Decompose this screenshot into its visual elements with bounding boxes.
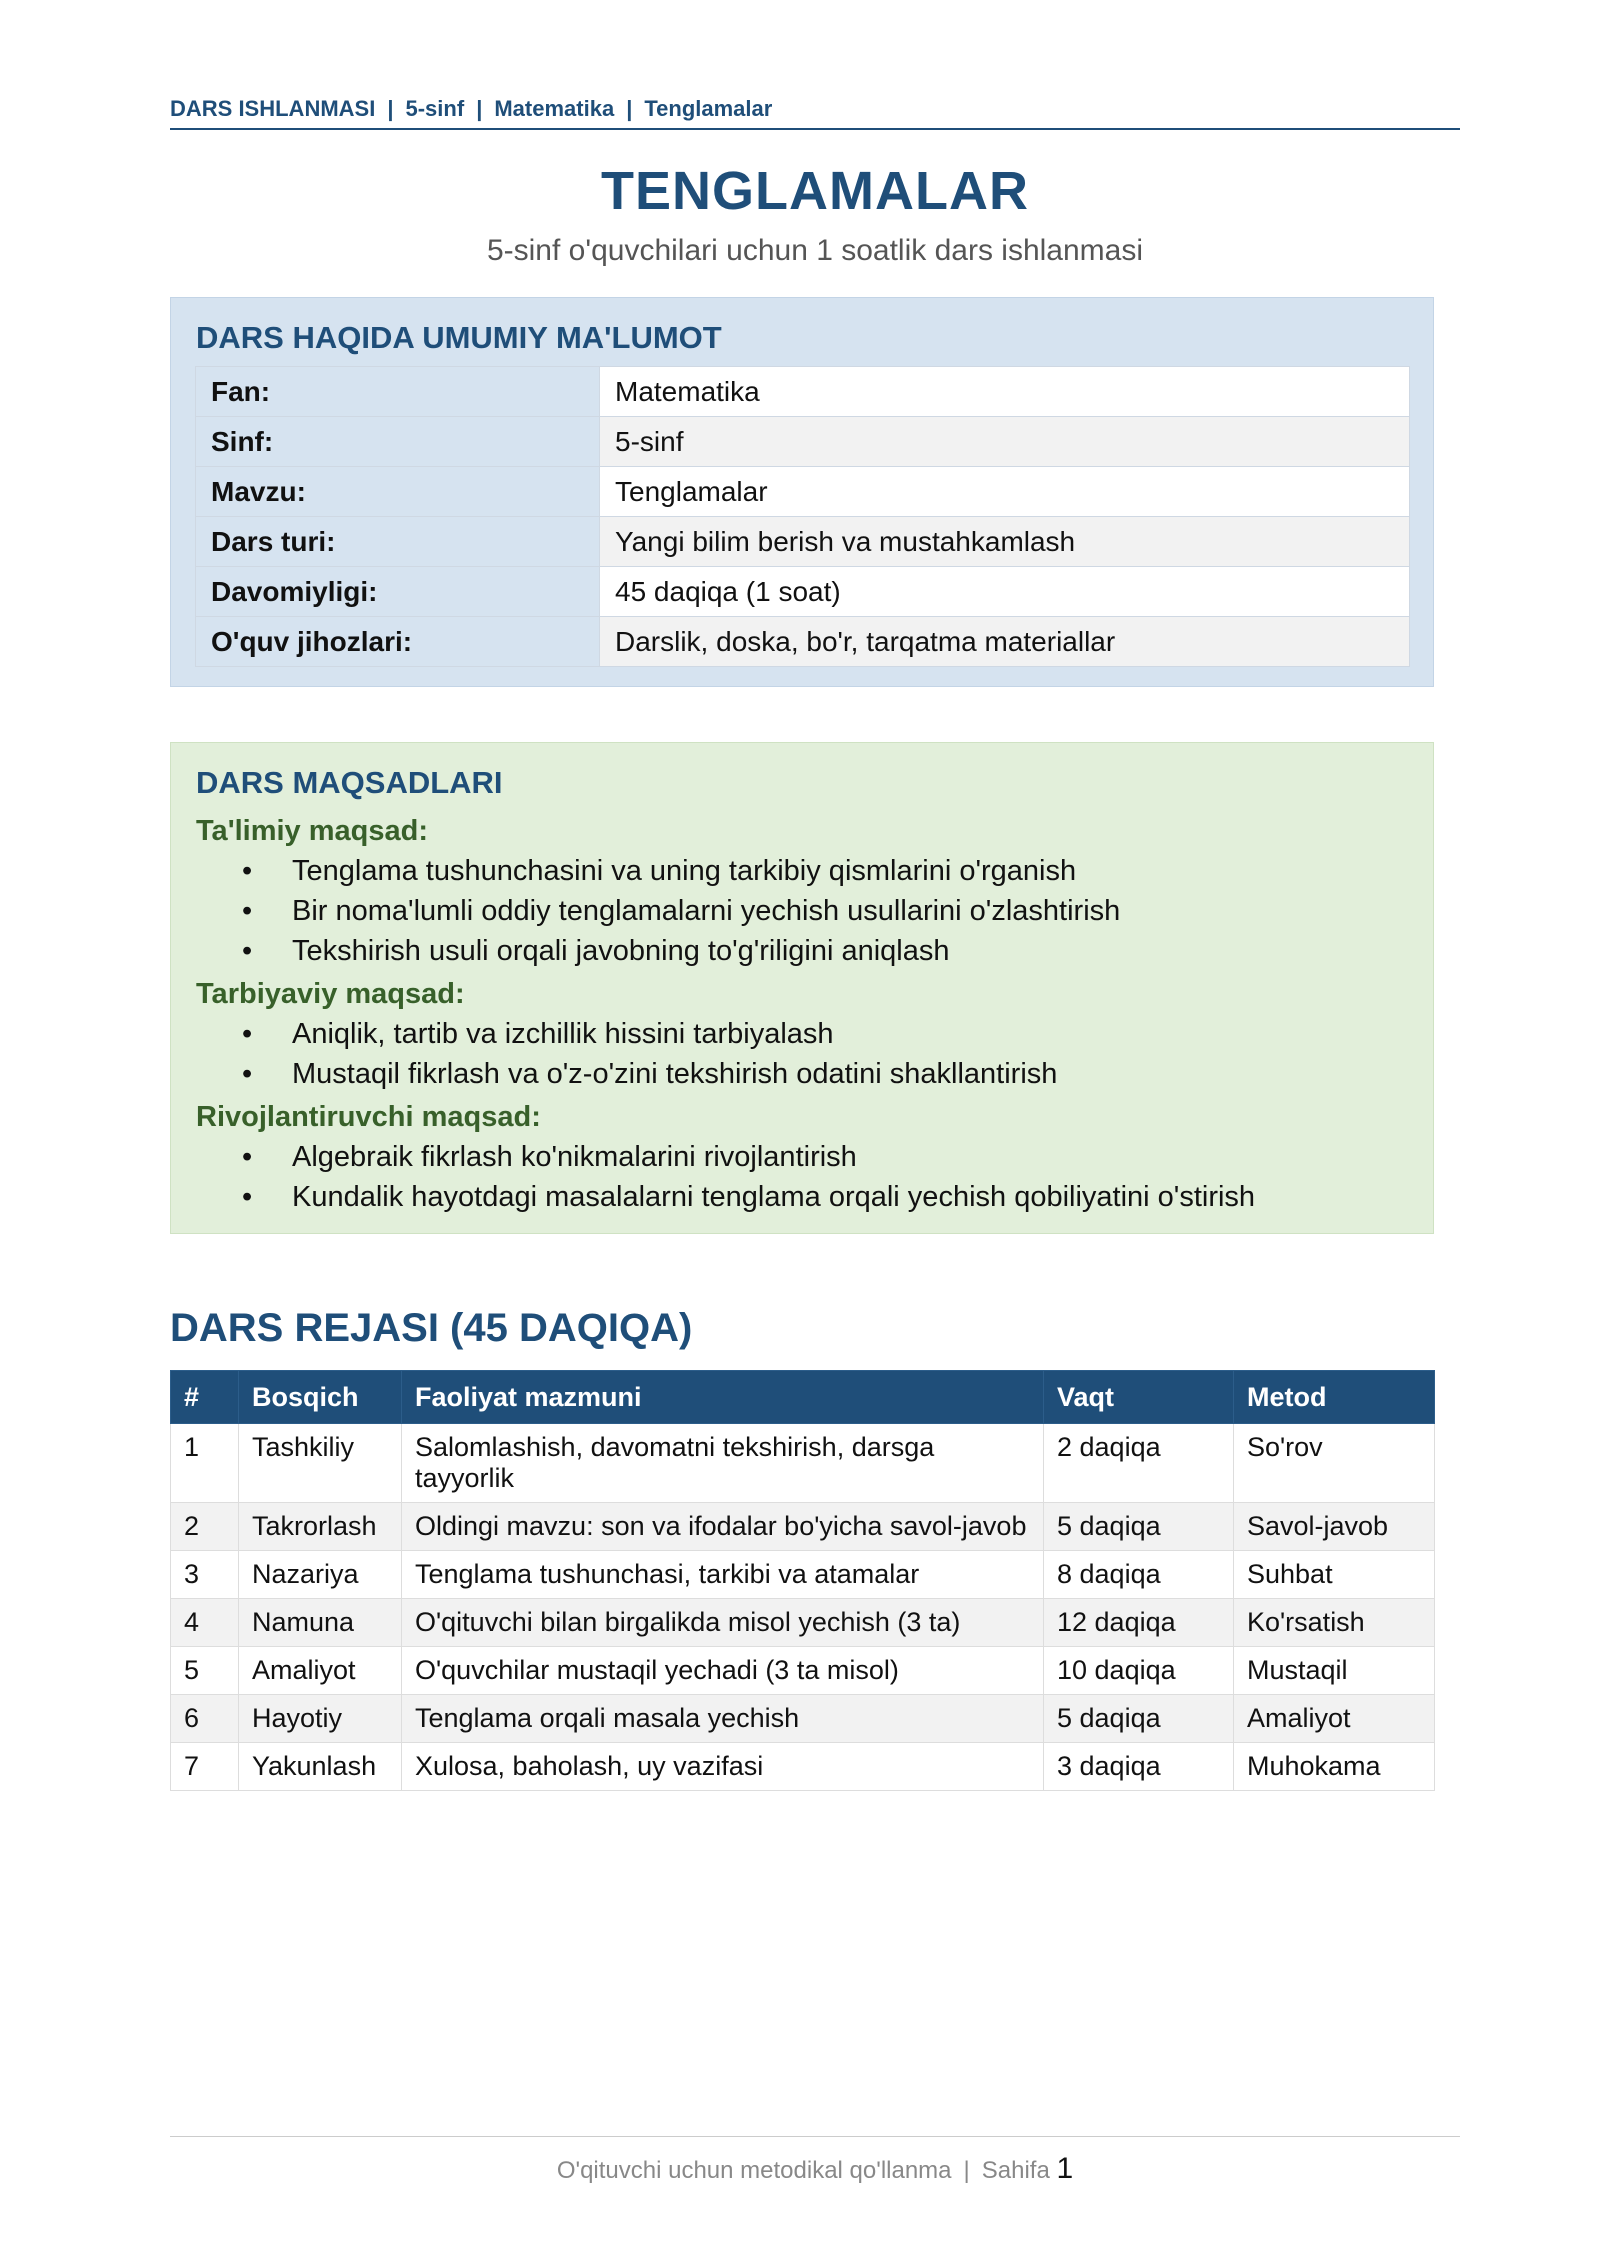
plan-cell-stage: Tashkiliy: [239, 1424, 402, 1503]
footer-page-label: Sahifa: [981, 2157, 1050, 2184]
page-subtitle: 5-sinf o'quvchilari uchun 1 soatlik dars ishlanmasi: [486, 234, 1144, 267]
info-row: [196, 517, 1410, 567]
goal-item: [242, 855, 1077, 888]
running-header: [170, 96, 1460, 130]
bullet-icon: •: [242, 1018, 253, 1050]
plan-cell-time: 8 daqiqa: [1044, 1551, 1234, 1599]
plan-cell-method: Amaliyot: [1234, 1695, 1435, 1743]
page-title: TENGLAMALAR: [601, 161, 1029, 221]
plan-cell-stage: Amaliyot: [239, 1647, 402, 1695]
goal-section-heading: Rivojlantiruvchi maqsad:: [196, 1101, 541, 1133]
info-value: Matematika: [600, 367, 1410, 417]
bullet-icon: •: [242, 935, 253, 967]
goal-item: [242, 935, 950, 968]
info-table: [195, 366, 1410, 667]
info-key: Fan:: [196, 367, 600, 417]
info-value: 45 daqiqa (1 soat): [600, 567, 1410, 617]
bullet-icon: •: [242, 1141, 253, 1173]
plan-cell-number: 6: [171, 1695, 239, 1743]
plan-cell-time: 10 daqiqa: [1044, 1647, 1234, 1695]
plan-cell-stage: Namuna: [239, 1599, 402, 1647]
header-separator: |: [476, 96, 483, 121]
info-row: [196, 567, 1410, 617]
goal-item: [242, 1018, 834, 1051]
plan-cell-activity: Tenglama orqali masala yechish: [402, 1695, 1044, 1743]
info-key: Sinf:: [196, 417, 600, 467]
footer-page-number: 1: [1056, 2152, 1074, 2185]
plan-cell-activity: O'qituvchi bilan birgalikda misol yechish (3 ta): [402, 1599, 1044, 1647]
bullet-icon: •: [242, 895, 253, 927]
goal-item: [242, 1058, 1058, 1091]
plan-cell-activity: Xulosa, baholash, uy vazifasi: [402, 1743, 1044, 1791]
plan-cell-number: 4: [171, 1599, 239, 1647]
header-subject: Matematika: [494, 96, 615, 121]
info-key: O'quv jihozlari:: [196, 617, 600, 667]
plan-cell-activity: O'quvchilar mustaqil yechadi (3 ta misol): [402, 1647, 1044, 1695]
plan-cell-activity: Salomlashish, davomatni tekshirish, darsga tayyorlik: [402, 1424, 1044, 1503]
goal-item-text: Tekshirish usuli orqali javobning to'g'riligini aniqlash: [292, 935, 950, 967]
plan-cell-time: 5 daqiqa: [1044, 1503, 1234, 1551]
goal-section-heading: Ta'limiy maqsad:: [196, 815, 428, 847]
plan-cell-method: Savol-javob: [1234, 1503, 1435, 1551]
plan-row: [171, 1647, 1435, 1695]
info-key: Davomiyligi:: [196, 567, 600, 617]
goal-section-heading: Tarbiyaviy maqsad:: [196, 978, 465, 1010]
info-value: Yangi bilim berish va mustahkamlash: [600, 517, 1410, 567]
goal-item-text: Kundalik hayotdagi masalalarni tenglama orqali yechish qobiliyatini o'stirish: [292, 1181, 1256, 1213]
plan-table: [170, 1370, 1435, 1791]
plan-cell-number: 1: [171, 1424, 239, 1503]
plan-column-header: Metod: [1234, 1371, 1435, 1424]
lesson-info-box: [170, 297, 1434, 687]
plan-cell-method: Ko'rsatish: [1234, 1599, 1435, 1647]
plan-row: [171, 1695, 1435, 1743]
goal-item-text: Bir noma'lumli oddiy tenglamalarni yechish usullarini o'zlashtirish: [292, 895, 1121, 927]
info-value: Tenglamalar: [600, 467, 1410, 517]
plan-column-header: Vaqt: [1044, 1371, 1234, 1424]
footer-text: O'qituvchi uchun metodikal qo'llanma: [556, 2157, 952, 2184]
info-row: [196, 417, 1410, 467]
header-separator: |: [626, 96, 633, 121]
header-grade: 5-sinf: [405, 96, 465, 121]
goals-box-title: DARS MAQSADLARI: [196, 765, 503, 800]
plan-cell-method: So'rov: [1234, 1424, 1435, 1503]
bullet-icon: •: [242, 1181, 253, 1213]
plan-row: [171, 1743, 1435, 1791]
bullet-icon: •: [242, 855, 253, 887]
header-separator: |: [387, 96, 394, 121]
plan-cell-number: 7: [171, 1743, 239, 1791]
plan-row: [171, 1503, 1435, 1551]
footer-divider: [170, 2136, 1460, 2137]
plan-cell-stage: Takrorlash: [239, 1503, 402, 1551]
plan-cell-time: 2 daqiqa: [1044, 1424, 1234, 1503]
plan-row: [171, 1551, 1435, 1599]
plan-cell-stage: Nazariya: [239, 1551, 402, 1599]
goal-item: [242, 1181, 1256, 1214]
plan-cell-method: Suhbat: [1234, 1551, 1435, 1599]
goal-item-text: Tenglama tushunchasini va uning tarkibiy qismlarini o'rganish: [292, 855, 1077, 887]
plan-cell-time: 3 daqiqa: [1044, 1743, 1234, 1791]
header-doc-type: DARS ISHLANMASI: [170, 96, 376, 121]
goal-item: [242, 1141, 857, 1174]
footer-separator: |: [963, 2157, 970, 2184]
plan-cell-stage: Yakunlash: [239, 1743, 402, 1791]
plan-cell-method: Muhokama: [1234, 1743, 1435, 1791]
plan-column-header: #: [171, 1371, 239, 1424]
info-row: [196, 367, 1410, 417]
plan-column-header: Bosqich: [239, 1371, 402, 1424]
info-key: Dars turi:: [196, 517, 600, 567]
plan-cell-time: 5 daqiqa: [1044, 1695, 1234, 1743]
lesson-goals-box: [170, 742, 1434, 1234]
goal-item: [242, 895, 1121, 928]
goal-item-text: Mustaqil fikrlash va o'z-o'zini tekshirish odatini shakllantirish: [292, 1058, 1058, 1090]
plan-cell-number: 3: [171, 1551, 239, 1599]
info-row: [196, 467, 1410, 517]
goal-item-text: Aniqlik, tartib va izchillik hissini tarbiyalash: [292, 1018, 834, 1050]
info-value: Darslik, doska, bo'r, tarqatma materiallar: [600, 617, 1410, 667]
info-row: [196, 617, 1410, 667]
plan-title: DARS REJASI (45 DAQIQA): [170, 1306, 693, 1350]
bullet-icon: •: [242, 1058, 253, 1090]
goal-item-text: Algebraik fikrlash ko'nikmalarini rivojlantirish: [292, 1141, 857, 1173]
info-box-title: DARS HAQIDA UMUMIY MA'LUMOT: [196, 320, 722, 355]
plan-cell-time: 12 daqiqa: [1044, 1599, 1234, 1647]
plan-cell-number: 5: [171, 1647, 239, 1695]
info-key: Mavzu:: [196, 467, 600, 517]
plan-cell-activity: Oldingi mavzu: son va ifodalar bo'yicha savol-javob: [402, 1503, 1044, 1551]
plan-cell-number: 2: [171, 1503, 239, 1551]
plan-cell-stage: Hayotiy: [239, 1695, 402, 1743]
plan-cell-method: Mustaqil: [1234, 1647, 1435, 1695]
plan-row: [171, 1599, 1435, 1647]
plan-row: [171, 1424, 1435, 1503]
plan-cell-activity: Tenglama tushunchasi, tarkibi va atamalar: [402, 1551, 1044, 1599]
page-footer: [0, 2152, 1600, 2186]
header-topic: Tenglamalar: [644, 96, 773, 121]
info-value: 5-sinf: [600, 417, 1410, 467]
plan-column-header: Faoliyat mazmuni: [402, 1371, 1044, 1424]
